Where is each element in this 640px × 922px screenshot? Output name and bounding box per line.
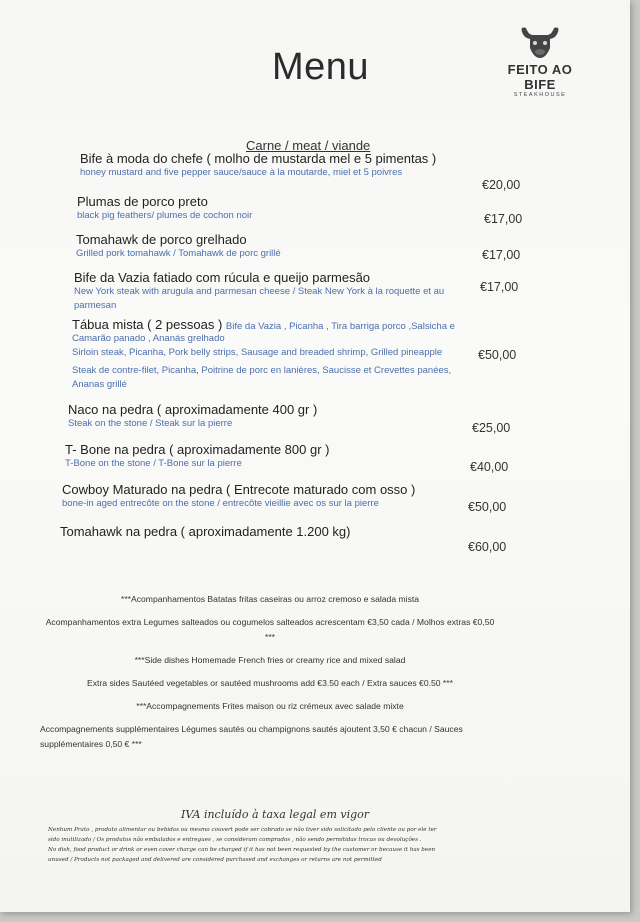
item-name: Tomahawk de porco grelhado: [76, 232, 247, 247]
item-description: Grilled pork tomahawk / Tomahawk de porc grillé: [76, 248, 281, 259]
footer: [40, 808, 510, 865]
menu-item: [74, 270, 444, 313]
item-price: €17,00: [480, 280, 519, 294]
item-name: Cowboy Maturado na pedra ( Entrecote maturado com osso ): [62, 482, 416, 497]
item-description: Camarão panado , Ananás grelhado: [72, 333, 225, 344]
item-description: honey mustard and five pepper sauce/sauce à la moutarde, miel et 5 poivres: [80, 167, 403, 178]
item-description: Steak on the stone / Steak sur la pierre: [68, 418, 233, 429]
menu-item: [68, 402, 317, 431]
menu-item: [77, 194, 252, 223]
menu-item: [76, 232, 281, 261]
section-title: Carne / meat / viande: [246, 138, 371, 153]
note-text: ***Side dishes Homemade French fries or creamy rice and mixed salad: [134, 655, 406, 665]
menu-item: [62, 482, 415, 511]
item-price: €20,00: [482, 178, 521, 192]
menu-item: [60, 524, 351, 539]
item-description-fr: Steak de contre-filet, Picanha, Poitrine de porc en lanières, Saucisse et Crevettes panées,: [72, 365, 452, 376]
item-name: Plumas de porco preto: [77, 194, 208, 209]
fine-print-line: No dish, food product or drink or even cover charge can be charged if it has not been requested by the customer or because it has been: [48, 847, 436, 853]
item-description: black pig feathers/ plumes de cochon noir: [77, 210, 253, 221]
side-dish-notes: [40, 592, 500, 760]
item-price: €25,00: [472, 421, 511, 435]
menu-item: [65, 442, 329, 471]
vat-notice: IVA incluído à taxa legal em vigor: [180, 808, 370, 821]
item-name: T- Bone na pedra ( aproximadamente 800 gr ): [65, 442, 330, 457]
brand-logo: [490, 26, 590, 98]
item-price: €40,00: [470, 460, 509, 474]
brand-subtitle: STEAKHOUSE: [513, 92, 567, 98]
item-name: Bife à moda do chefe ( molho de mustarda mel e 5 pimentas ): [80, 151, 437, 166]
item-description: T-Bone on the stone / T-Bone sur la pierre: [65, 458, 242, 469]
item-description-inline: Bife da Vazia , Picanha , Tira barriga porco ,Salsicha e: [225, 321, 455, 332]
item-price: €17,00: [484, 212, 523, 226]
item-name: Tomahawk na pedra ( aproximadamente 1.200 kg): [60, 524, 351, 539]
item-price: €17,00: [482, 248, 521, 262]
item-description: bone-in aged entrecôte on the stone / entrecôte vieillie avec os sur la pierre: [62, 498, 379, 509]
bull-head-icon: [518, 26, 562, 60]
fine-print-line: sido inutilizado / Os produtos não embalados e entregues , se consideram comprados , não sendo permitidas trocas ou devoluções .: [48, 837, 422, 843]
menu-item: [72, 317, 455, 392]
note-text: ***Accompagnements Frites maison ou riz crémeux avec salade mixte: [136, 701, 404, 711]
item-price: €50,00: [468, 500, 507, 514]
item-name: Tábua mista ( 2 pessoas ): [72, 317, 223, 332]
note-text: Accompagnements supplémentaires Légumes sautés ou champignons sautés ajoutent 3,50 € chacun / Sauces supplémentaires 0,50 € ***: [40, 724, 463, 749]
item-name-row: [72, 317, 455, 332]
item-description-cont: parmesan: [74, 300, 117, 311]
note-text: Extra sides Sautéed vegetables or sautéed mushrooms add €3.50 each / Extra sauces €0.50 ***: [87, 678, 453, 688]
note-text: ***Acompanhamentos Batatas fritas caseiras ou arroz cremoso e salada mista: [120, 594, 420, 604]
item-description-fr-cont: Ananas grillé: [72, 379, 127, 390]
fine-print: [40, 825, 510, 865]
item-name: Naco na pedra ( aproximadamente 400 gr ): [68, 402, 318, 417]
item-price: €50,00: [478, 348, 517, 362]
item-description: New York steak with arugula and parmesan cheese / Steak New York à la roquette et au: [74, 286, 445, 297]
fine-print-line: unused / Products not packaged and delivered are considered purchased and exchanges or returns are not permitted: [48, 857, 382, 863]
note-text: Acompanhamentos extra Legumes salteados ou cogumelos salteados acrescentam €3,50 cada / Molhos extras €0,50 ***: [45, 617, 495, 642]
item-name: Bife da Vazia fatiado com rúcula e queijo parmesão: [74, 270, 371, 285]
page-title: Menu: [272, 46, 370, 88]
menu-item: [80, 151, 436, 180]
brand-name: FEITO AO BIFE: [507, 62, 573, 92]
item-description-en: Sirloin steak, Picanha, Pork belly strips, Sausage and breaded shrimp, Grilled pineapple: [72, 347, 443, 358]
item-price: €60,00: [468, 540, 507, 554]
fine-print-line: Nenhum Prato , produto alimentar ou bebidas ou mesmo couvert pode ser cobrado se não tiver sido solicitado pelo cliente ou por ele ter: [48, 827, 437, 833]
